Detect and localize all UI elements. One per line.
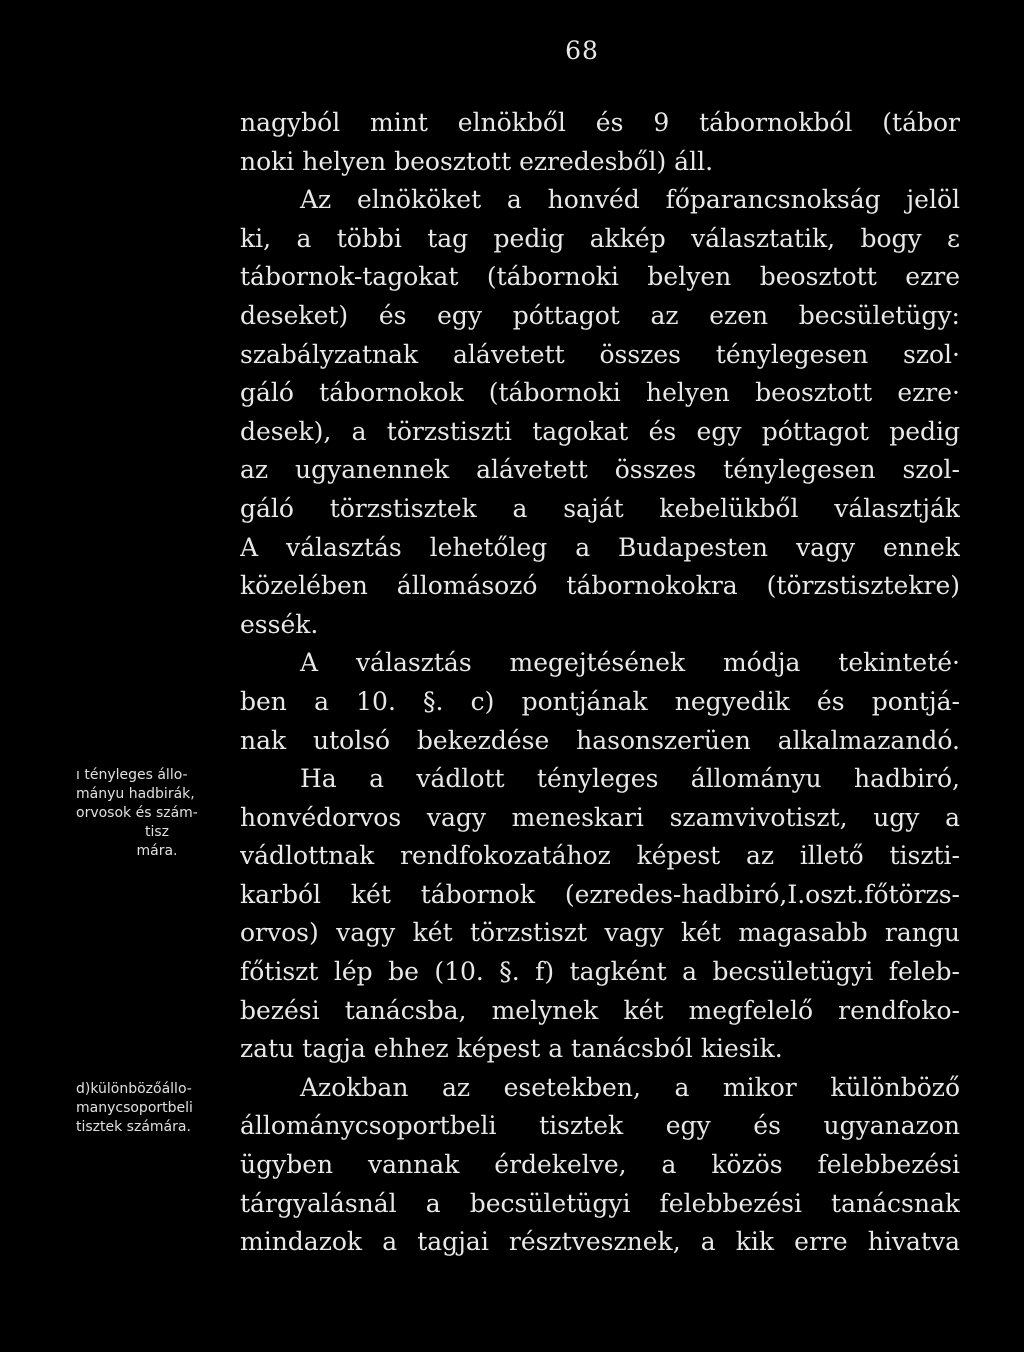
text-line: deseket) és egy póttagot az ezen becsületügy: — [240, 300, 960, 330]
margin-note-line: manycsoportbeli — [76, 1100, 193, 1116]
text-line: honvédorvos vagy meneskari szamvivotiszt, ugy a — [240, 802, 960, 832]
text-line: desek), a törzstiszti tagokat és egy póttagot pedig — [240, 416, 960, 446]
text-line: noki helyen beosztott ezredesből) áll. — [240, 146, 714, 176]
text-line: főtiszt lép be (10. §. f) tagként a becsületügyi feleb- — [240, 957, 960, 987]
margin-note-line: tisz — [144, 824, 170, 840]
text-line: bezési tanácsba, melynek két megfelelő rendfoko- — [240, 995, 960, 1025]
text-line: tárgyalásnál a becsületügyi felebbezési tanácsnak — [240, 1188, 960, 1218]
margin-note-line: tisztek számára. — [76, 1119, 191, 1135]
margin-note-line: mányu hadbirák, — [76, 786, 195, 802]
margin-note-active-officers — [76, 766, 238, 861]
text-line: A választás megejtésének módja tekinteté· — [300, 648, 960, 678]
margin-note-line: mára. — [136, 843, 178, 859]
margin-note-different-groups — [76, 1080, 238, 1137]
text-line: Ha a vádlott tényleges állományu hadbiró, — [300, 764, 960, 794]
text-line: essék. — [240, 609, 319, 639]
text-line: ben a 10. §. c) pontjának negyedik és pontjá- — [240, 686, 960, 716]
margin-note-line: ı tényleges állo- — [76, 767, 188, 783]
text-line: közelében állomásozó tábornokokra (törzstisztekre) — [240, 571, 960, 601]
text-line: állománycsoportbeli tisztek egy és ugyanazon — [240, 1111, 960, 1141]
text-line: az ugyanennek alávetett összes ténylegesen szol- — [240, 455, 960, 485]
text-line: karból két tábornok (ezredes-hadbiró,I.oszt.főtörzs- — [240, 879, 960, 909]
text-line: tábornok-tagokat (tábornoki belyen beosztott ezre — [240, 262, 960, 292]
margin-note-line: orvosok és szám- — [76, 805, 198, 821]
text-line: vádlottnak rendfokozatához képest az illető tiszti- — [240, 841, 960, 871]
text-line: mindazok a tagjai résztvesznek, a kik erre hivatva — [240, 1227, 960, 1257]
text-line: Azokban az esetekben, a mikor különböző — [300, 1072, 960, 1102]
text-line: ügyben vannak érdekelve, a közös felebbezési — [240, 1150, 960, 1180]
margin-note-line: d)különbözőállo- — [76, 1081, 192, 1097]
main-text — [240, 104, 960, 1262]
text-line: gáló törzstisztek a saját kebelükből választják — [240, 493, 960, 523]
text-line: ki, a többi tag pedig akkép választatik, bogy ε — [240, 223, 960, 253]
text-line: nagyból mint elnökből és 9 tábornokból (tábor — [240, 108, 960, 137]
text-line: Az elnököket a honvéd főparancsnokság jelöl — [300, 185, 960, 215]
text-line: A választás lehetőleg a Budapesten vagy ennek — [240, 532, 960, 562]
text-line: szabályzatnak alávetett összes ténylegesen szol· — [240, 339, 960, 369]
text-line: nak utolsó bekezdése hasonszerüen alkalmazandó. — [240, 725, 960, 755]
text-line: zatu tagja ehhez képest a tanácsból kiesik. — [240, 1034, 783, 1064]
page-number: 68 — [565, 36, 599, 65]
text-line: orvos) vagy két törzstiszt vagy két magasabb rangu — [240, 918, 960, 948]
text-line: gáló tábornokok (tábornoki helyen beosztott ezre· — [240, 378, 960, 408]
